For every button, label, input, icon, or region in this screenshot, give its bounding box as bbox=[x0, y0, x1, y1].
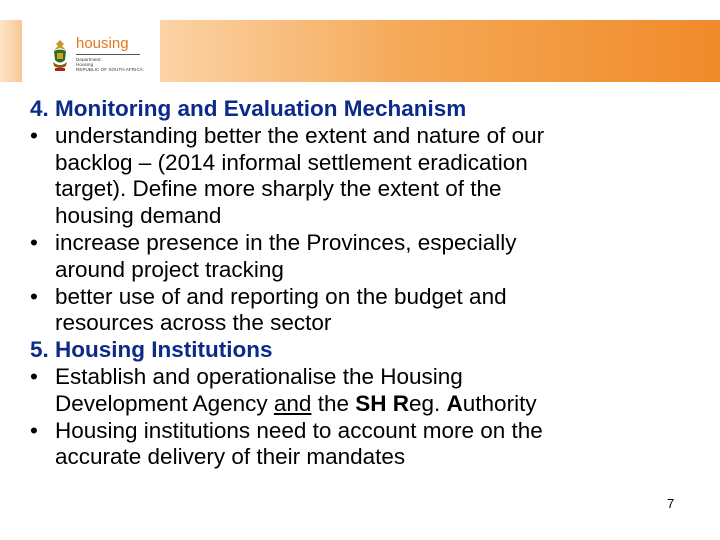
bullet-item bbox=[30, 364, 690, 391]
bullet-continuation: target). Define more sharply the extent of the bbox=[55, 176, 502, 202]
bullet-item bbox=[30, 230, 690, 257]
section-heading bbox=[30, 96, 690, 123]
header-band bbox=[0, 0, 720, 92]
bullet-item bbox=[30, 123, 690, 150]
bullet-continuation: resources across the sector bbox=[55, 310, 332, 336]
section-title: Monitoring and Evaluation Mechanism bbox=[55, 96, 467, 121]
text-run: eg. bbox=[409, 390, 447, 416]
text-run: uthority bbox=[462, 390, 537, 416]
text-run: Development Agency bbox=[55, 390, 274, 416]
logo-divider bbox=[76, 54, 140, 55]
bullet-marker: • bbox=[30, 417, 38, 443]
bullet-item bbox=[30, 284, 690, 311]
bullet-continuation bbox=[30, 391, 690, 418]
logo-dept-line3: REPUBLIC OF SOUTH AFRICA bbox=[76, 67, 143, 72]
bullet-text: understanding better the extent and nature of our bbox=[55, 122, 545, 148]
bullet-text: better use of and reporting on the budget and bbox=[55, 283, 507, 309]
slide-number: 7 bbox=[667, 496, 675, 511]
bold-r: R bbox=[392, 390, 409, 416]
header-gradient-left bbox=[0, 20, 22, 82]
section-number: 5. bbox=[30, 337, 49, 363]
logo-dept-line1: Department: bbox=[76, 57, 102, 62]
bullet-marker: • bbox=[30, 283, 38, 309]
bullet-continuation: backlog – (2014 informal settlement eradication bbox=[55, 149, 528, 175]
bullet-continuation: around project tracking bbox=[55, 256, 284, 282]
section-number: 4. bbox=[30, 96, 49, 121]
bullet-continuation: accurate delivery of their mandates bbox=[55, 444, 406, 470]
logo-dept-line2: Housing bbox=[76, 62, 94, 67]
bullet-marker: • bbox=[30, 122, 38, 148]
bullet-item bbox=[30, 418, 690, 445]
bullet-text: increase presence in the Provinces, especially bbox=[55, 229, 517, 255]
header-gradient-bar bbox=[160, 20, 720, 82]
underlined-and: and bbox=[273, 390, 312, 416]
bold-a: A bbox=[446, 390, 463, 416]
bullet-marker: • bbox=[30, 229, 38, 255]
header-gap bbox=[152, 20, 160, 82]
section-title: Housing Institutions bbox=[55, 337, 273, 363]
bullet-text: Establish and operationalise the Housing bbox=[55, 363, 463, 389]
section-heading bbox=[30, 337, 690, 364]
coat-of-arms-icon bbox=[50, 38, 70, 72]
bullet-continuation: housing demand bbox=[55, 203, 222, 229]
text-run: the bbox=[311, 390, 356, 416]
bullet-marker: • bbox=[30, 363, 38, 389]
slide-body bbox=[30, 96, 690, 471]
logo-brand-text: housing bbox=[76, 35, 129, 52]
bullet-text: Housing institutions need to account more on the bbox=[55, 417, 543, 443]
bold-sh: SH bbox=[355, 390, 387, 416]
